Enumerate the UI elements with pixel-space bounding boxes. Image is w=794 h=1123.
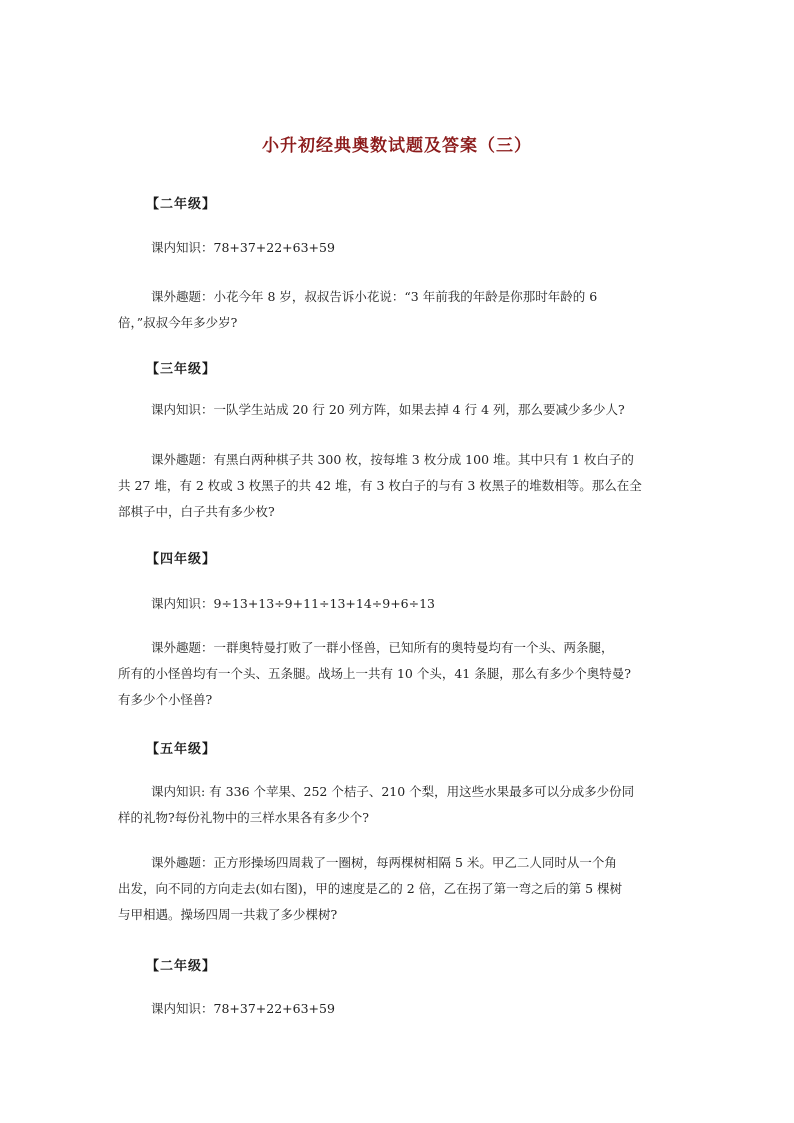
section-heading-grade-3: 【三年级】 xyxy=(146,362,217,377)
problem-line: 课内知识：78+37+22+63+59 xyxy=(151,1001,335,1016)
problem-line: 出发，向不同的方向走去(如右图)，甲的速度是乙的 2 倍，乙在拐了第一弯之后的第 5 棵树 xyxy=(118,881,623,896)
problem-line: 课外趣题：一群奥特曼打败了一群小怪兽，已知所有的奥特曼均有一个头、两条腿， xyxy=(151,640,614,655)
inclass-expression: 78+37+22+63+59 xyxy=(213,240,335,255)
extra-problem xyxy=(118,284,678,336)
extra-problem xyxy=(118,635,678,713)
problem-line: 课外趣题：有黑白两种棋子共 300 枚，按每堆 3 枚分成 100 堆。其中只有 1 枚白子的 xyxy=(151,452,634,467)
problem-line: 课内知识: 有 336 个苹果、252 个桔子、210 个梨，用这些水果最多可以分成多少份同 xyxy=(151,784,635,799)
problem-line: 有多少个小怪兽? xyxy=(118,692,213,707)
inclass-label: 课内知识： xyxy=(151,240,214,255)
inclass-knowledge xyxy=(118,996,678,1022)
problem-line: 所有的小怪兽均有一个头、五条腿。战场上一共有 10 个头，41 条腿，那么有多少个奥特曼? xyxy=(118,666,631,681)
section-heading-grade-2-repeat: 【二年级】 xyxy=(146,959,217,974)
problem-line: 课内知识：一队学生站成 20 行 20 列方阵，如果去掉 4 行 4 列，那么要减少多少人? xyxy=(151,402,625,417)
section-heading-grade-5: 【五年级】 xyxy=(146,742,217,757)
problem-line: 部棋子中，白子共有多少枚? xyxy=(118,504,275,519)
inclass-knowledge xyxy=(118,779,678,831)
section-heading-grade-4: 【四年级】 xyxy=(146,552,217,567)
extra-problem xyxy=(118,447,678,525)
inclass-knowledge xyxy=(118,591,678,617)
inclass-knowledge xyxy=(118,397,678,423)
problem-line: 课内知识：9÷13+13÷9+11÷13+14÷9+6÷13 xyxy=(151,596,436,611)
page-title: 小升初经典奥数试题及答案（三） xyxy=(262,136,532,156)
extra-problem xyxy=(118,850,678,928)
inclass-knowledge xyxy=(118,236,678,260)
problem-line: 课外趣题：小花今年 8 岁，叔叔告诉小花说：“3 年前我的年龄是你那时年龄的 6 xyxy=(151,289,598,304)
problem-line: 倍，”叔叔今年多少岁? xyxy=(118,315,238,330)
problem-line: 课外趣题：正方形操场四周栽了一圈树，每两棵树相隔 5 米。甲乙二人同时从一个角 xyxy=(151,855,617,870)
problem-line: 样的礼物?每份礼物中的三样水果各有多少个? xyxy=(118,810,369,825)
problem-line: 共 27 堆，有 2 枚或 3 枚黑子的共 42 堆，有 3 枚白子的与有 3 枚黑子的堆数相等。那么在全 xyxy=(118,478,642,493)
section-heading-grade-2: 【二年级】 xyxy=(146,197,217,212)
problem-line: 与甲相遇。操场四周一共栽了多少棵树? xyxy=(118,907,338,922)
